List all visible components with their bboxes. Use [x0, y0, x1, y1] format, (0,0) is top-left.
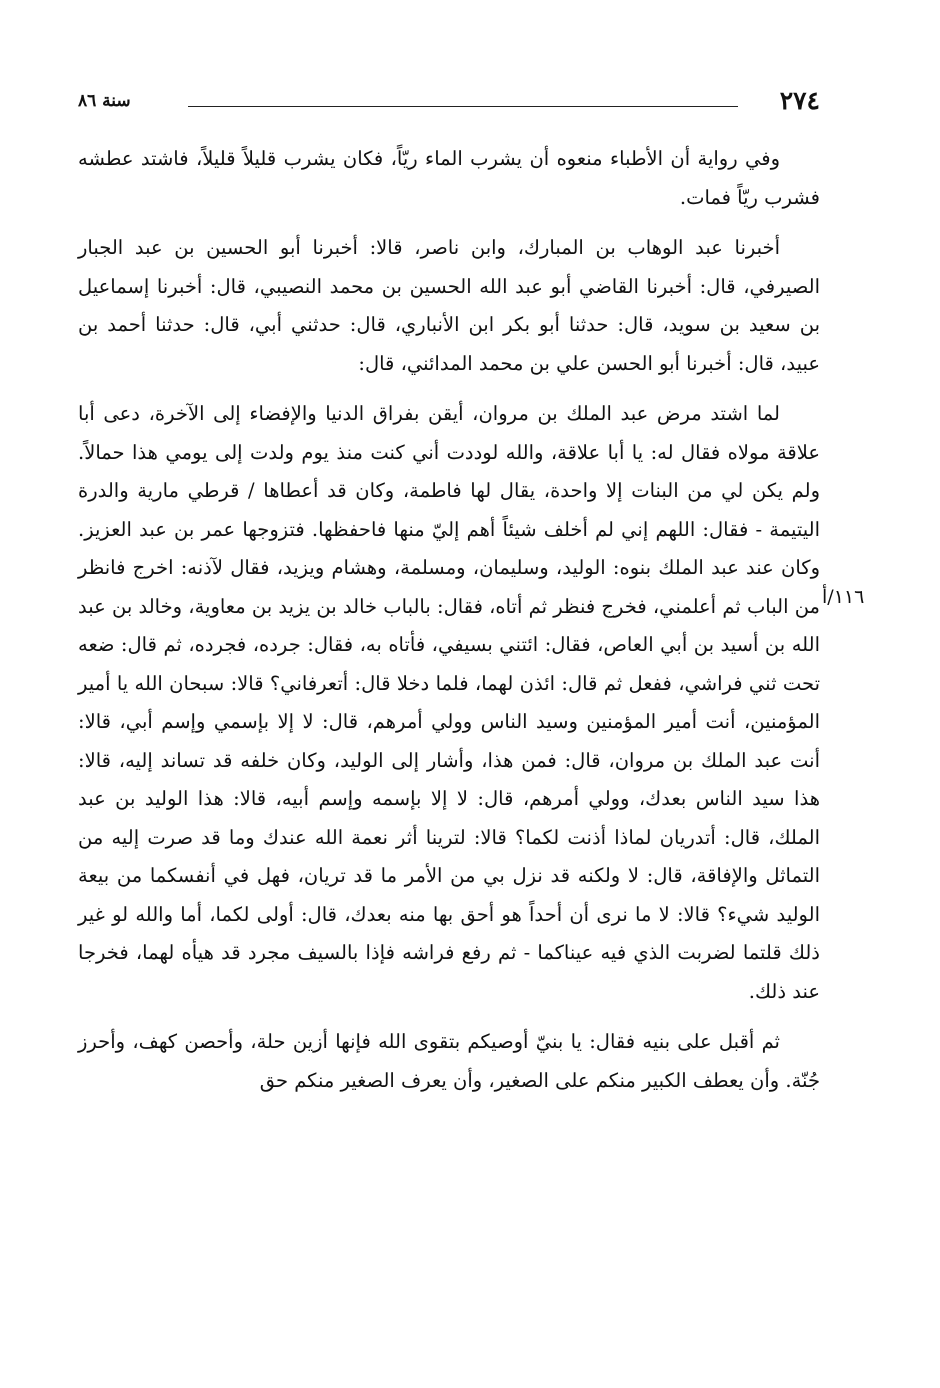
paragraph-2: أخبرنا عبد الوهاب بن المبارك، وابن ناصر، قالا: أخبرنا أبو الحسين بن عبد الجبار الصيرفي، قال: أخبرنا القاضي أبو عبد الله الحسين بن محمد النصيبي، قال: أخبرنا إسماعيل بن سعيد بن سويد، قال: حدثنا أبو بكر ابن الأنباري، قال: حدثني أبي، قال: حدثنا أحمد بن عبيد، قال: أخبرنا أبو الحسن علي بن محمد المدائني، قال:	[78, 236, 820, 375]
page-number: ٢٧٤	[779, 86, 820, 115]
body-text	[78, 140, 820, 1100]
paragraph-4: ثم أقبل على بنيه فقال: يا بنيّ أوصيكم بتقوى الله فإنها أزين حلة، وأحصن كهف، وأحرز جُنّة. وأن يعطف الكبير منكم على الصغير، وأن يعرف الصغير منكم حق	[78, 1030, 820, 1092]
paragraph-1: وفي رواية أن الأطباء منعوه أن يشرب الماء ريّاً، فكان يشرب قليلاً قليلاً، فاشتد عطشه فشرب ريّاً فمات.	[78, 147, 820, 209]
page-header	[78, 86, 820, 126]
manuscript-folio-note: ١١٦/أ	[822, 586, 865, 608]
running-title: سنة ٨٦	[78, 91, 131, 111]
header-rule	[188, 106, 738, 107]
paragraph-3: لما اشتد مرض عبد الملك بن مروان، أيقن بفراق الدنيا والإفضاء إلى الآخرة، دعى أبا علاقة مولاه فقال له: يا أبا علاقة، والله لوددت أني كنت منذ يوم ولدت إلى يومي هذا حمالاً. ولم يكن لي من البنات إلا واحدة، يقال لها فاطمة، وكان قد أعطاها / قرطي مارية والدرة اليتيمة - فقال: اللهم إني لم أخلف شيئاً أهم إليّ منها فاحفظها. فتزوجها عمر بن عبد العزيز. وكان عند عبد الملك بنوه: الوليد، وسليمان، ومسلمة، وهشام ويزيد، فقال لآذنه: اخرج فانظر من الباب ثم أعلمني، فخرج فنظر ثم أتاه، فقال: بالباب خالد بن يزيد بن معاوية، وخالد بن عبد الله بن أسيد بن أبي العاص، فقال: ائتني بسيفي، فأتاه به، فقال: جرده، فجرده، ثم قال: ضعه تحت ثني فراشي، ففعل ثم قال: ائذن لهما، فلما دخلا قال: أتعرفاني؟ قالا: سبحان الله يا أمير المؤمنين، أنت أمير المؤمنين وسيد الناس وولي أمرهم، قال: لا إلا بإسمي وإسم أبي، قالا: أنت عبد الملك بن مروان، قال: فمن هذا، وأشار إلى الوليد، وكان خلفه قد تساند إليه، قالا: هذا سيد الناس بعدك، وولي أمرهم، قال: لا إلا بإسمه وإسم أبيه، قالا: هذا الوليد بن عبد الملك، قال: أتدريان لماذا أذنت لكما؟ قالا: لترينا أثر نعمة الله عندك وما قد صرت إليه من التماثل والإفاقة، قال: لا ولكنه قد نزل بي من الأمر ما قد تريان، فهل في أنفسكما من بيعة الوليد شيء؟ قالا: لا ما نرى أن أحداً هو أحق بها منه بعدك، قال: أولى لكما، أما والله لو غير ذلك قلتما لضربت الذي فيه عيناكما - ثم رفع فراشه فإذا بالسيف مجرد قد هيأه لهما، فخرجا عند ذلك.	[78, 402, 820, 1003]
